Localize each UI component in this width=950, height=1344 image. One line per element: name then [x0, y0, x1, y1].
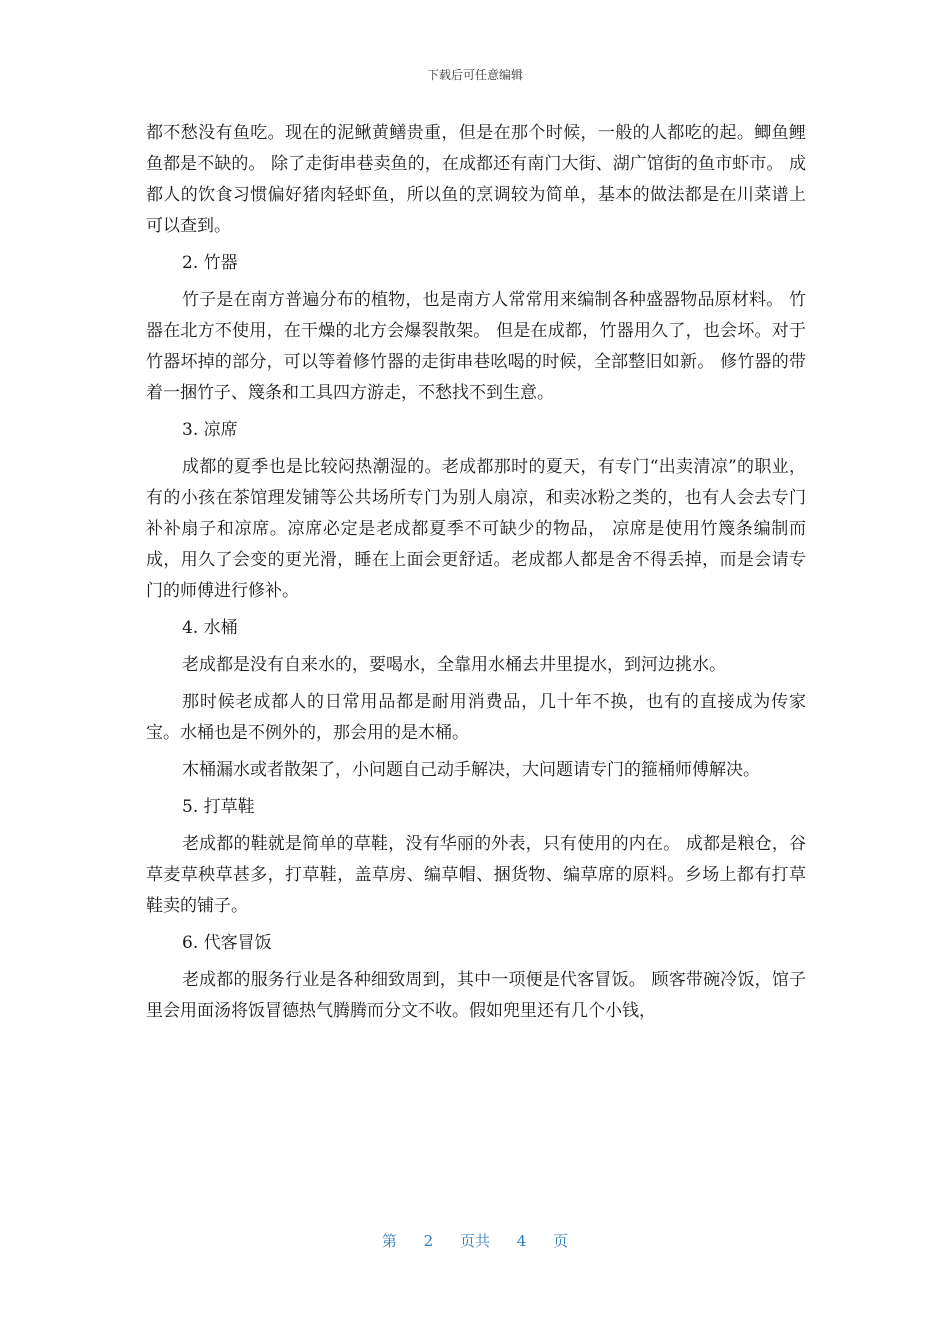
total-pages-number: 4: [516, 1232, 527, 1250]
paragraph: 老成都是没有自来水的，要喝水，全靠用水桶去井里提水，到河边挑水。: [182, 655, 726, 675]
section-heading: 5. 打草鞋: [182, 797, 255, 817]
header-text: 下载后可任意编辑: [426, 68, 523, 82]
footer-middle: 页共: [459, 1232, 490, 1250]
paragraph: 都不愁没有鱼吃。现在的泥鳅黄鳝贵重，但是在那个时候，一般的人都吃的起。鲫鱼鲤鱼都是不缺的。 除了走街串巷卖鱼的，在成都还有南门大街、湖广馆街的鱼市虾市。 成都人的饮食习惯偏好猪肉轻虾鱼，所以鱼的烹调较为简单，基本的做法都是在川菜谱上可以查到。: [146, 123, 806, 236]
paragraph: 竹子是在南方普遍分布的植物，也是南方人常常用来编制各种盛器物品原材料。 竹器在北方不使用，在干燥的北方会爆裂散架。 但是在成都，竹器用久了，也会坏。对于竹器坏掉的部分，可以等着修竹器的走街串巷吆喝的时候，全部整旧如新。 修竹器的带着一捆竹子、篾条和工具四方游走，不愁找不到生意。: [146, 290, 806, 403]
document-body: [146, 118, 806, 1027]
paragraph: 老成都的鞋就是简单的草鞋，没有华丽的外表，只有使用的内在。 成都是粮仓，谷草麦草秧草甚多，打草鞋，盖草房、编草帽、捆货物、编草席的原料。乡场上都有打草鞋卖的铺子。: [146, 834, 806, 916]
paragraph: 成都的夏季也是比较闷热潮湿的。老成都那时的夏天，有专门“出卖清凉”的职业，有的小孩在茶馆理发铺等公共场所专门为别人扇凉，和卖冰粉之类的，也有人会去专门补补扇子和凉席。凉席必定是老成都夏季不可缺少的物品， 凉席是使用竹篾条编制而成，用久了会变的更光滑，睡在上面会更舒适。老成都人都是舍不得丢掉，而是会请专门的师傅进行修补。: [146, 457, 806, 601]
current-page-number: 2: [423, 1232, 434, 1250]
footer-prefix: 第: [381, 1232, 397, 1250]
page-header: [0, 66, 950, 83]
section-heading: 6. 代客冒饭: [182, 933, 272, 953]
section-heading: 3. 凉席: [182, 420, 238, 440]
page-footer: [0, 1230, 950, 1251]
section-heading: 4. 水桶: [182, 618, 238, 638]
paragraph: 木桶漏水或者散架了，小问题自己动手解决，大问题请专门的箍桶师傅解决。: [182, 760, 760, 780]
paragraph: 老成都的服务行业是各种细致周到，其中一项便是代客冒饭。 顾客带碗冷饭，馆子里会用面汤将饭冒德热气腾腾而分文不收。假如兜里还有几个小钱，: [146, 970, 806, 1021]
paragraph: 那时候老成都人的日常用品都是耐用消费品，几十年不换，也有的直接成为传家宝。水桶也是不例外的，那会用的是木桶。: [146, 692, 806, 743]
section-heading: 2. 竹器: [182, 253, 238, 273]
footer-suffix: 页: [553, 1232, 569, 1250]
